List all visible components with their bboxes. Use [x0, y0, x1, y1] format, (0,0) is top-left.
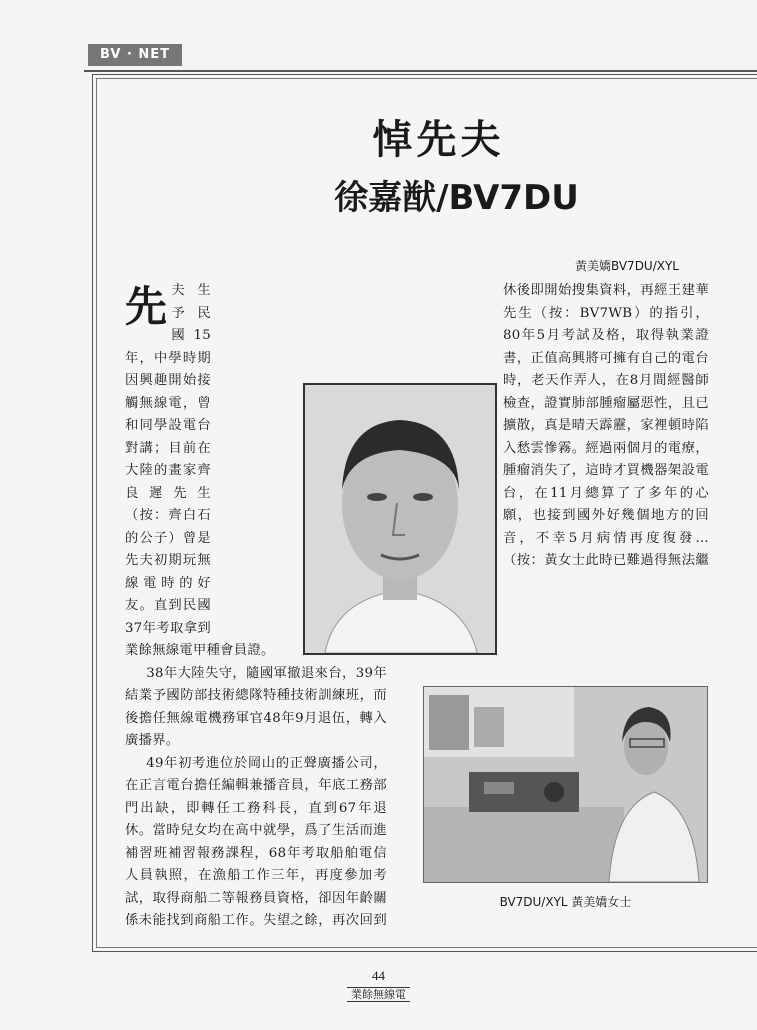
portrait-illustration: [305, 385, 495, 653]
article-author: 黃美嬌BV7DU/XYL: [574, 259, 679, 273]
photo-caption: BV7DU/XYL 黃美嬌女士: [499, 895, 632, 909]
drop-cap: 先: [125, 282, 168, 331]
top-rule: [84, 70, 757, 72]
magazine-name: [0, 986, 757, 1002]
radio-station-illustration: [424, 687, 707, 882]
article-title: 悼先夫: [372, 117, 505, 163]
magazine-name-text: 業餘無線電: [347, 987, 410, 1002]
paragraph-text: 夫生予民國15年，中學時期因興趣開始接觸無線電，曾和同學設電台對講；目前在大陸的畫家齊良遲先生（按：齊白石的公子）曾是先夫初期玩無線電時的好友。直到民國37年考取拿到業餘無線電甲種會員證。: [125, 283, 275, 658]
paragraph: 38年大陸失守，隨國軍撤退來台，39年結業予國防部技術總隊特種技術訓練班，而後擔任無線電機務軍官48年9月退伍，轉入廣播界。: [125, 665, 387, 748]
page-number: 44: [372, 968, 385, 983]
xyl-photo: [423, 686, 708, 883]
paragraph: 49年初考進位於岡山的正聲廣播公司，在正言電台擔任編輯兼播音員，年底工務部門出缺，即轉任工務科長，直到67年退休。當時兒女均在高中就學，爲了生活而進補習班補習報務課程，68年考取船舶電信人員執照，在漁船工作三年，再度參加考試，取得商船二等報務員資格，卻因年齡關係未能找到商船工作。失望之餘，再次回到: [125, 755, 387, 928]
section-tag: BV · NET: [88, 44, 182, 66]
paragraph: 休後即開始搜集資料，再經王建華先生（按：BV7WB）的指引，80年5月考試及格，取得執業證書，正值高興將可擁有自己的電台時，老天作弄人，在8月間經醫師檢查，證實肺部腫瘤屬惡性，且已擴散，真是晴天霹靂，家裡頓時陷入愁雲慘霧。經過兩個月的電療，腫瘤消失了，這時才買機器架設電台，在11月總算了了多年的心願，也接到國外好幾個地方的回音，不幸5月病情再度復發…（按：黃女士此時已難過得無法繼: [503, 283, 709, 568]
portrait-photo: [303, 383, 497, 655]
article-subtitle: 徐嘉猷/BV7DU: [334, 178, 579, 218]
